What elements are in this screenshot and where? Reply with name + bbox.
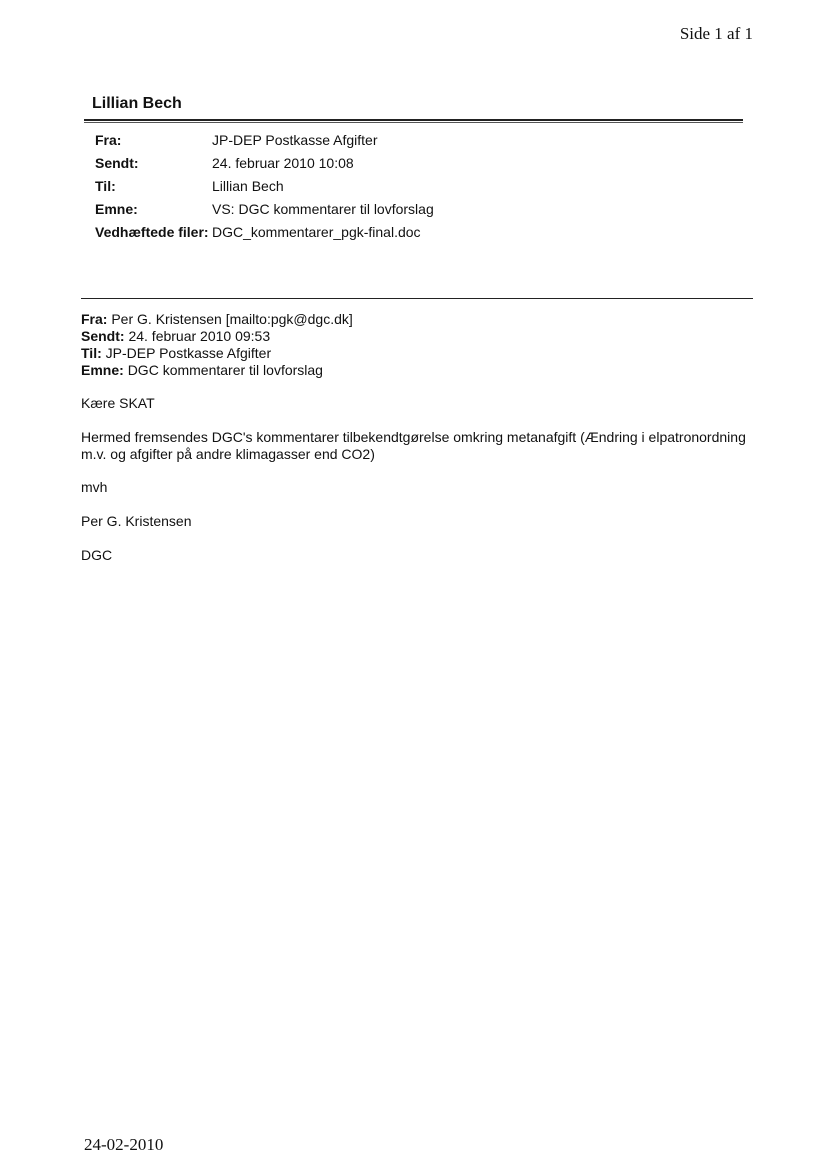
- header-row-subject: [95, 201, 434, 224]
- forward-divider: [81, 298, 753, 299]
- header-divider-thick: [84, 119, 743, 121]
- header-value: JP-DEP Postkasse Afgifter: [212, 132, 378, 148]
- header-row-sent: [95, 155, 434, 178]
- signature-org: DGC: [81, 547, 113, 563]
- forwarded-to-label: Til:: [81, 345, 102, 361]
- forwarded-header: [81, 311, 353, 379]
- header-value: 24. februar 2010 10:08: [212, 155, 354, 171]
- forwarded-subject-line: [81, 362, 353, 379]
- header-label: Til:: [95, 178, 116, 194]
- forwarded-from-value: Per G. Kristensen [mailto:pgk@dgc.dk]: [111, 311, 353, 327]
- header-label: Fra:: [95, 132, 122, 148]
- forwarded-sent-line: [81, 328, 353, 345]
- forwarded-sent-label: Sendt:: [81, 328, 125, 344]
- forwarded-from-label: Fra:: [81, 311, 108, 327]
- header-value: VS: DGC kommentarer til lovforslag: [212, 201, 434, 217]
- message-line: m.v. og afgifter på andre klimagasser end CO2): [81, 446, 375, 462]
- forwarded-to-value: JP-DEP Postkasse Afgifter: [105, 345, 272, 361]
- greeting: Kære SKAT: [81, 395, 155, 411]
- header-divider-thin: [84, 122, 743, 123]
- attachment-filename: DGC_kommentarer_pgk-final.doc: [212, 224, 421, 240]
- footer-date: 24-02-2010: [84, 1135, 164, 1154]
- header-value: Lillian Bech: [212, 178, 284, 194]
- email-header-table: [95, 132, 434, 247]
- forwarded-from-line: [81, 311, 353, 328]
- forwarded-subject-label: Emne:: [81, 362, 124, 378]
- forwarded-sent-value: 24. februar 2010 09:53: [128, 328, 271, 344]
- forwarded-to-line: [81, 345, 353, 362]
- header-label: Emne:: [95, 201, 138, 217]
- header-label: Sendt:: [95, 155, 139, 171]
- header-label: Vedhæftede filer:: [95, 224, 209, 240]
- forwarded-subject-value: DGC kommentarer til lovforslag: [127, 362, 323, 378]
- header-row-attachments: [95, 224, 434, 247]
- message-line: Hermed fremsendes DGC's kommentarer tilbekendtgørelse omkring metanafgift (Ændring i elpatronordning: [81, 429, 746, 445]
- page-number: Side 1 af 1: [679, 24, 753, 43]
- mailbox-owner-name: Lillian Bech: [92, 95, 182, 112]
- header-row-to: [95, 178, 434, 201]
- closing: mvh: [81, 479, 108, 495]
- header-row-from: [95, 132, 434, 155]
- message-paragraph: [81, 429, 761, 463]
- signature-name: Per G. Kristensen: [81, 513, 192, 529]
